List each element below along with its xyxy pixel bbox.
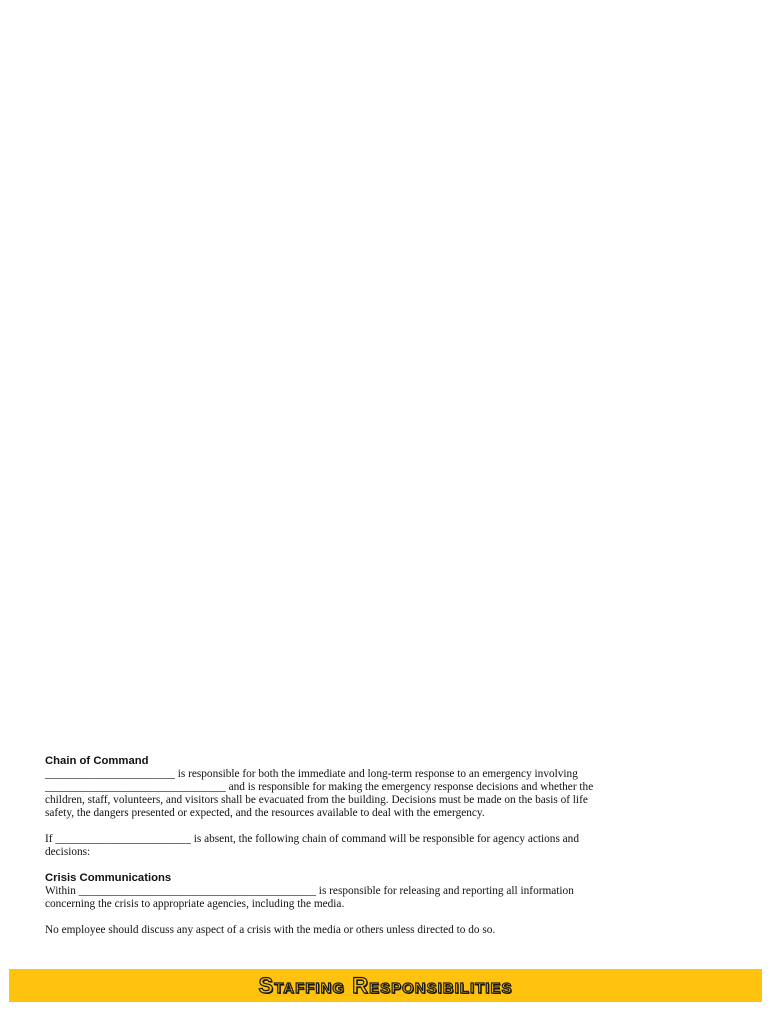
crisis-communications-heading: Crisis Communications: [45, 872, 172, 884]
media-policy-statement: No employee should discuss any aspect of a crisis with the media or others unless directed to do so.: [45, 924, 496, 936]
chain-of-command-line-3: children, staff, volunteers, and visitors shall be evacuated from the building. Decisions must be made on the basis of life: [45, 794, 588, 806]
paragraph-spacer: [45, 859, 735, 872]
chain-of-command-line-2: ________________________________ and is responsible for making the emergency response decisions and whether the: [45, 781, 594, 793]
crisis-communications-line-1: Within __________________________________________ is responsible for releasing and reporting all information: [45, 885, 574, 897]
section-banner: [9, 969, 762, 1002]
paragraph-spacer: [45, 911, 735, 924]
document-body: [45, 755, 735, 937]
chain-of-command-line-1: _______________________ is responsible for both the immediate and long-term response to an emergency involving: [45, 768, 578, 780]
crisis-communications-line-2: concerning the crisis to appropriate agencies, including the media.: [45, 898, 345, 910]
chain-of-command-heading: Chain of Command: [45, 755, 149, 767]
paragraph-spacer: [45, 820, 735, 833]
chain-of-command-line-4: safety, the dangers presented or expected, and the resources available to deal with the emergency.: [45, 807, 485, 819]
chain-of-command-absent-line-1: If ________________________ is absent, the following chain of command will be responsible for agency actions and: [45, 833, 579, 845]
section-banner-title: Staffing Responsibilities: [258, 972, 513, 998]
chain-of-command-absent-line-2: decisions:: [45, 846, 91, 858]
